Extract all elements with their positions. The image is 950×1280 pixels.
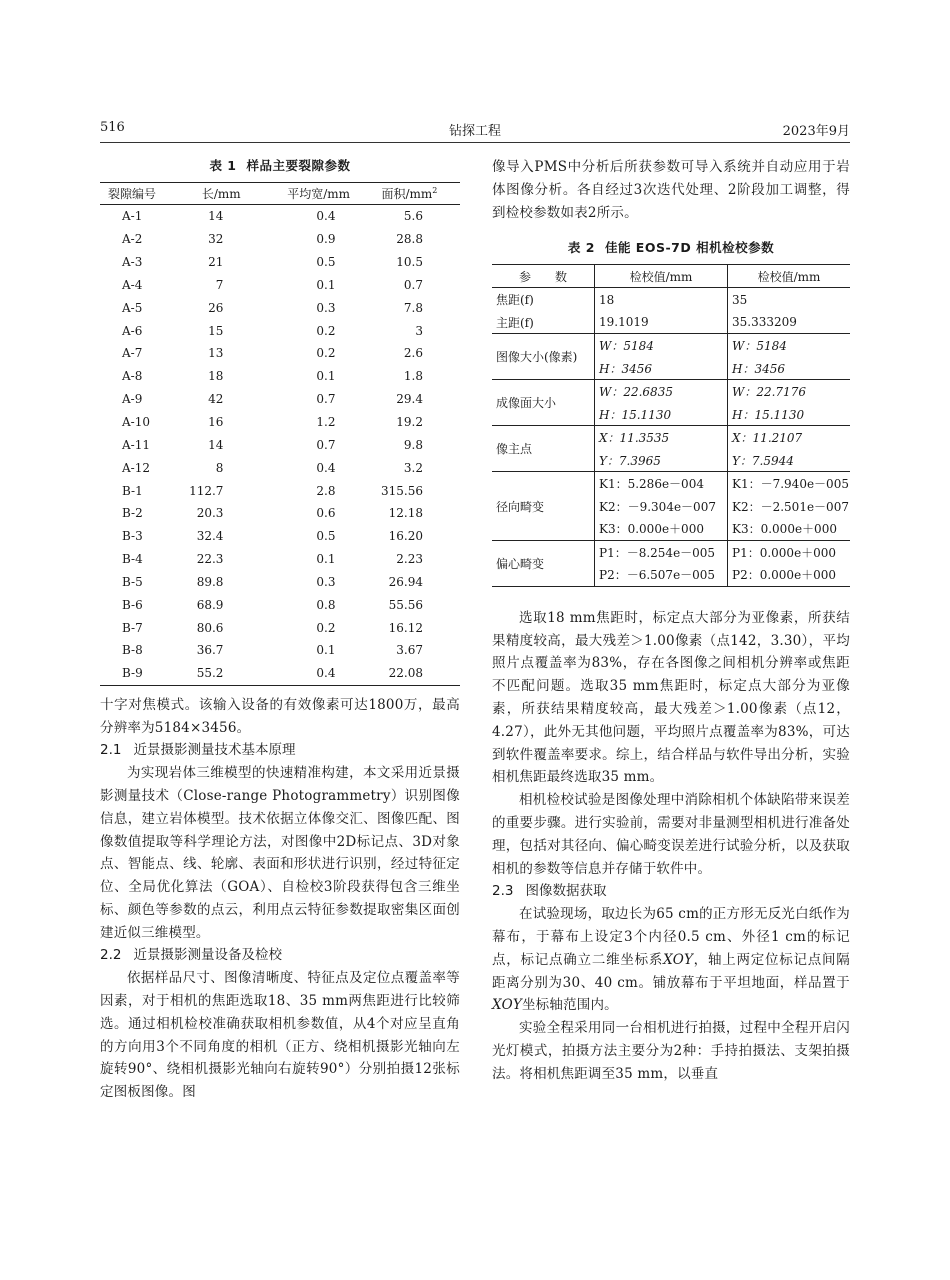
paragraph: 依据样品尺寸、图像清晰度、特征点及定位点覆盖率等因素，对于相机的焦距选取18、35 mm两焦距进行比较筛选。通过相机检校准确获取相机参数值，从4个对应呈直角的方向用3个不同角度的相机（正方、绕相机摄影光轴向左旋转90°、绕相机摄影光轴向右旋转90°）分别拍摄12张标定图板图像。图	[100, 970, 460, 1101]
left-column	[100, 150, 460, 1104]
table-cell: B-3	[122, 529, 143, 544]
table-cell: 0.1	[316, 277, 336, 292]
table-cell: A-8	[122, 369, 143, 384]
row-radial-k2: K2：－9.304e－007 K2：－2.501e－007	[492, 495, 850, 518]
table-cell: B-8	[122, 643, 143, 658]
header-rule	[100, 142, 850, 143]
table-cell: B-1	[122, 483, 143, 498]
journal-name: 钻探工程	[448, 124, 501, 139]
section-heading-2-1: 2.1 近景摄影测量技术基本原理	[100, 742, 296, 759]
fracture-parameters-table	[100, 182, 460, 686]
paragraph: 十字对焦模式。该输入设备的有效像素可达1800万，最高分辨率为5184×3456。	[100, 696, 460, 736]
table-row	[100, 525, 460, 548]
table-cell: 0.6	[316, 506, 336, 521]
table-cell: 0.1	[316, 552, 336, 567]
table-cell: A-11	[122, 437, 150, 452]
table-cell: A-5	[122, 300, 143, 315]
table-cell: 3.2	[403, 460, 423, 475]
col-fracture-id: 裂隙编号	[100, 183, 164, 205]
table-cell: A-4	[122, 277, 143, 292]
table-cell: 55.56	[388, 597, 423, 612]
issue-date: 2023年9月	[782, 124, 850, 139]
table-cell: 9.8	[403, 437, 423, 452]
table-cell: 8	[215, 460, 224, 475]
table-cell: 80.6	[196, 620, 224, 635]
row-image-size-h: H：3456 H：3456	[492, 357, 850, 380]
table-cell: 32	[208, 232, 224, 247]
table-cell: 14	[208, 209, 224, 224]
table-cell: B-2	[122, 506, 143, 521]
table-cell: 5.6	[403, 209, 423, 224]
paragraph: 像导入PMS中分析后所获参数可导入系统并自动应用于岩体图像分析。各自经过3次迭代处理、2阶段加工调整，得到检校参数如表2所示。	[492, 159, 850, 221]
paragraph: 实验全程采用同一台相机进行拍摄，过程中全程开启闪光灯模式，拍摄方法主要分为2种：手持拍摄法、支架拍摄法。将相机焦距调至35 mm，以垂直	[492, 1020, 850, 1082]
col-avg-width: 平均宽/mm	[278, 183, 358, 205]
right-column	[492, 150, 850, 1086]
table-cell: 0.8	[316, 597, 336, 612]
table-cell: 2.23	[396, 552, 423, 567]
table-cell: 26	[208, 300, 224, 315]
table-row	[100, 319, 460, 342]
table-cell: 0.3	[316, 574, 336, 589]
table-row	[100, 662, 460, 685]
table-cell: 14	[208, 437, 224, 452]
table-cell: 0.9	[316, 232, 336, 247]
table-cell: 15	[208, 323, 224, 338]
table-cell: A-3	[122, 255, 143, 270]
paragraph: 选取18 mm焦距时，标定点大部分为亚像素，所获结果精度较高，最大残差＞1.00像素（点142，3.30），平均照片点覆盖率为83%，存在各图像之间相机分辨率或焦距不匹配问题。选取35 mm焦距时，标定点大部分为亚像素，所获结果精度较高，最大残差＞1.00像素（点12，4.27），此外无其他问题，平均照片点覆盖率为83%，可达到软件覆盖率要求。综上，结合样品与软件导出分析，实验相机焦距最终选取35 mm。	[492, 609, 850, 786]
row-image-plane: 成像面大小 W：22.6835 W：22.7176	[492, 380, 850, 403]
table-row	[100, 228, 460, 251]
table-row	[100, 342, 460, 365]
table-cell: 3.67	[396, 643, 423, 658]
col-parameter: 参 数	[492, 265, 595, 288]
table-row	[100, 616, 460, 639]
table-cell: 19.2	[396, 415, 423, 430]
table-cell: 3	[415, 323, 423, 338]
table-cell: 22.08	[388, 666, 423, 681]
table-cell: 18	[208, 369, 224, 384]
col-area: 面积$/mm^2$	[359, 183, 460, 205]
table-cell: 0.5	[316, 529, 336, 544]
table-cell: A-1	[122, 209, 143, 224]
row-decentering-distortion: 偏心畸变 P1：－8.254e－005 P1：0.000e＋000	[492, 540, 850, 563]
table-cell: B-9	[122, 666, 143, 681]
table-cell: A-10	[122, 415, 150, 430]
table-cell: 22.3	[196, 552, 224, 567]
table-cell: 0.2	[316, 620, 336, 635]
table-cell: 0.7	[316, 392, 336, 407]
table-row	[100, 571, 460, 594]
section-heading-2-2: 2.2 近景摄影测量设备及检校	[100, 947, 282, 964]
table-cell: 0.1	[316, 369, 336, 384]
col-length: 长/mm	[164, 183, 278, 205]
table-cell: 0.4	[316, 460, 336, 475]
table-cell: 16	[208, 415, 224, 430]
row-principal-point-y: Y：7.3965 Y：7.5944	[492, 449, 850, 472]
table-row	[100, 433, 460, 456]
table-row	[100, 365, 460, 388]
table-cell: 1.8	[403, 369, 423, 384]
table-cell: 0.3	[316, 300, 336, 315]
table-cell: 29.4	[396, 392, 423, 407]
table-row	[100, 456, 460, 479]
table-row	[100, 548, 460, 571]
section-heading-2-3: 2.3 图像数据获取	[492, 883, 607, 900]
table-cell: 89.8	[196, 574, 224, 589]
table-cell: 68.9	[196, 597, 224, 612]
row-principal-distance: 主距(f) 19.1019 35.333209	[492, 311, 850, 334]
row-radial-distortion: 径向畸变 K1：5.286e－004 K1：－7.940e－005	[492, 472, 850, 495]
table-cell: 32.4	[196, 529, 224, 544]
table-cell: 2.6	[403, 346, 423, 361]
table-row	[100, 411, 460, 434]
row-principal-point: 像主点 X：11.3535 X：11.2107	[492, 426, 850, 449]
col-value-18: 检校值/mm	[595, 265, 728, 288]
table-cell: 10.5	[396, 255, 423, 270]
table-cell: B-6	[122, 597, 143, 612]
paragraph: 相机检校试验是图像处理中消除相机个体缺陷带来误差的重要步骤。进行实验前，需要对非量测型相机进行准备处理，包括对其径向、偏心畸变误差进行试验分析，以及获取相机的参数等信息并存储于软件中。	[492, 792, 850, 877]
row-decentering-p2: P2：－6.507e－005 P2：0.000e＋000	[492, 563, 850, 586]
table-cell: 42	[208, 392, 224, 407]
row-image-plane-h: H：15.1130 H：15.1130	[492, 403, 850, 426]
table-cell: 0.5	[316, 255, 336, 270]
table-cell: A-9	[122, 392, 143, 407]
table-cell: 0.2	[316, 346, 336, 361]
table-cell: 1.2	[316, 415, 336, 430]
camera-calibration-table	[492, 264, 850, 587]
table-row	[100, 251, 460, 274]
table-row	[100, 388, 460, 411]
table2-header-row	[492, 265, 850, 288]
table-row	[100, 296, 460, 319]
table-cell: 12.18	[388, 506, 423, 521]
table1-caption: 表 1 样品主要裂隙参数	[209, 158, 351, 173]
table-cell: 0.4	[316, 666, 336, 681]
col-value-35: 检校值/mm	[728, 265, 851, 288]
table-cell: 26.94	[388, 574, 423, 589]
table-cell: 16.12	[388, 620, 423, 635]
table-cell: B-5	[122, 574, 143, 589]
table-row	[100, 502, 460, 525]
table-cell: A-2	[122, 232, 143, 247]
table-cell: 21	[208, 255, 224, 270]
table-cell: 0.7	[403, 277, 423, 292]
table2-caption: 表 2 佳能 EOS-7D 相机检校参数	[567, 240, 775, 256]
table-cell: A-12	[122, 460, 150, 475]
table-cell: 28.8	[396, 232, 423, 247]
row-radial-k3: K3：0.000e＋000 K3：0.000e＋000	[492, 517, 850, 540]
table-cell: 55.2	[196, 666, 224, 681]
table-cell: 0.7	[316, 437, 336, 452]
paragraph: 为实现岩体三维模型的快速精准构建，本文采用近景摄影测量技术（Close-range Photogrammetry）识别图像信息，建立岩体模型。技术依据立体像交汇、图像匹配、图像数值提取等科学理论方法，对图像中2D标记点、3D对象点、智能点、线、轮廓、表面和形状进行识别，经过特征定位、全局优化算法（GOA）、自检校3阶段获得包含三维坐标、颜色等参数的点云，利用点云特征参数提取密集区面创建近似三维模型。	[100, 765, 460, 941]
table-cell: 20.3	[196, 506, 224, 521]
table-row	[100, 479, 460, 502]
table-row	[100, 205, 460, 228]
table-row	[100, 639, 460, 662]
table1-header-row	[100, 183, 460, 205]
running-header	[100, 120, 850, 142]
table-cell: 2.8	[316, 483, 336, 498]
table-row	[100, 274, 460, 297]
table-cell: B-4	[122, 552, 143, 567]
table1-body	[100, 205, 460, 686]
page-number: 516	[100, 120, 125, 135]
paragraph: 在试验现场，取边长为65 cm的正方形无反光白纸作为幕布，于幕布上设定3个内径0.5 cm、外径1 cm的标记点，标记点确立二维坐标系XOY，轴上两定位标记点间隔距离分别为30、40 cm。铺放幕布于平坦地面，样品置于XOY坐标轴范围内。	[492, 906, 851, 1014]
table-cell: 36.7	[196, 643, 224, 658]
table-cell: 7.8	[403, 300, 423, 315]
table-cell: 13	[208, 346, 224, 361]
table-cell: 0.2	[316, 323, 336, 338]
table-row	[100, 593, 460, 616]
table-cell: 315.56	[381, 483, 423, 498]
row-focal-length: 焦距(f) 18 35	[492, 288, 850, 311]
table-cell: 0.4	[316, 209, 336, 224]
row-image-size: 图像大小(像素) W：5184 W：5184	[492, 334, 850, 357]
table-cell: 112.7	[189, 483, 224, 498]
table-cell: A-6	[122, 323, 143, 338]
table-cell: A-7	[122, 346, 143, 361]
table-cell: 16.20	[388, 529, 423, 544]
table-cell: B-7	[122, 620, 143, 635]
table-cell: 7	[215, 277, 224, 292]
table-cell: 0.1	[316, 643, 336, 658]
